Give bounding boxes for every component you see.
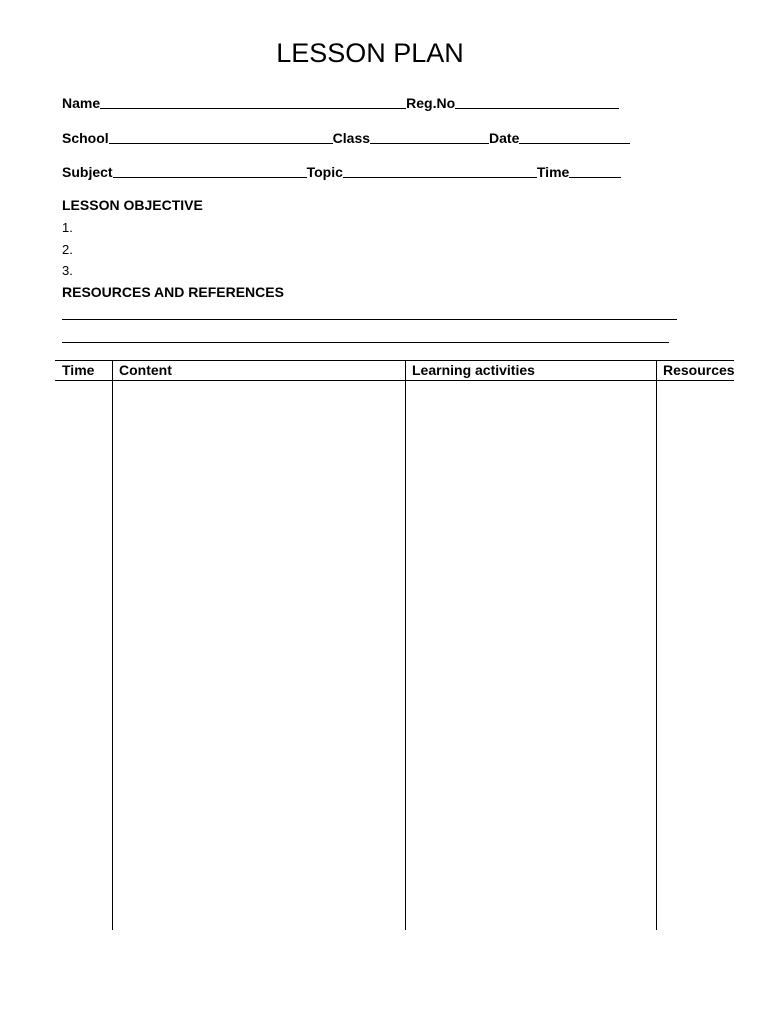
resources-line-2[interactable] <box>62 342 669 343</box>
table-cell-content[interactable] <box>113 381 405 930</box>
column-header-resources: Resources <box>663 362 735 378</box>
subject-label: Subject <box>62 164 113 180</box>
objective-item-1: 1. <box>62 220 73 235</box>
school-label: School <box>62 130 109 146</box>
page-title: LESSON PLAN <box>276 38 464 68</box>
column-header-learning-activities: Learning activities <box>412 362 535 378</box>
name-regno-row <box>62 91 619 111</box>
time-label: Time <box>536 164 570 180</box>
objective-item-3: 3. <box>62 263 73 278</box>
column-header-content: Content <box>119 362 172 378</box>
topic-label: Topic <box>306 164 343 180</box>
table-top-rule <box>55 360 734 361</box>
lesson-plan-table <box>55 360 734 930</box>
time-line[interactable] <box>569 163 621 178</box>
school-line[interactable] <box>109 129 333 144</box>
column-header-time: Time <box>62 362 95 378</box>
class-line[interactable] <box>370 129 489 144</box>
date-label: Date <box>489 130 520 146</box>
resources-line-1[interactable] <box>62 319 677 320</box>
subject-line[interactable] <box>113 163 307 178</box>
table-cell-time[interactable] <box>55 381 112 930</box>
objective-heading: LESSON OBJECTIVE <box>62 197 203 213</box>
name-line[interactable] <box>100 94 406 109</box>
table-cell-resources[interactable] <box>657 381 734 930</box>
name-label: Name <box>62 95 101 111</box>
subject-topic-time-row <box>62 160 621 180</box>
class-label: Class <box>332 130 371 146</box>
objective-item-2: 2. <box>62 242 73 257</box>
date-line[interactable] <box>519 129 630 144</box>
resources-heading: RESOURCES AND REFERENCES <box>62 284 284 300</box>
school-class-date-row <box>62 126 630 146</box>
regno-label: Reg.No <box>406 95 456 111</box>
topic-line[interactable] <box>343 163 537 178</box>
table-cell-learning-activities[interactable] <box>406 381 656 930</box>
regno-line[interactable] <box>455 94 619 109</box>
